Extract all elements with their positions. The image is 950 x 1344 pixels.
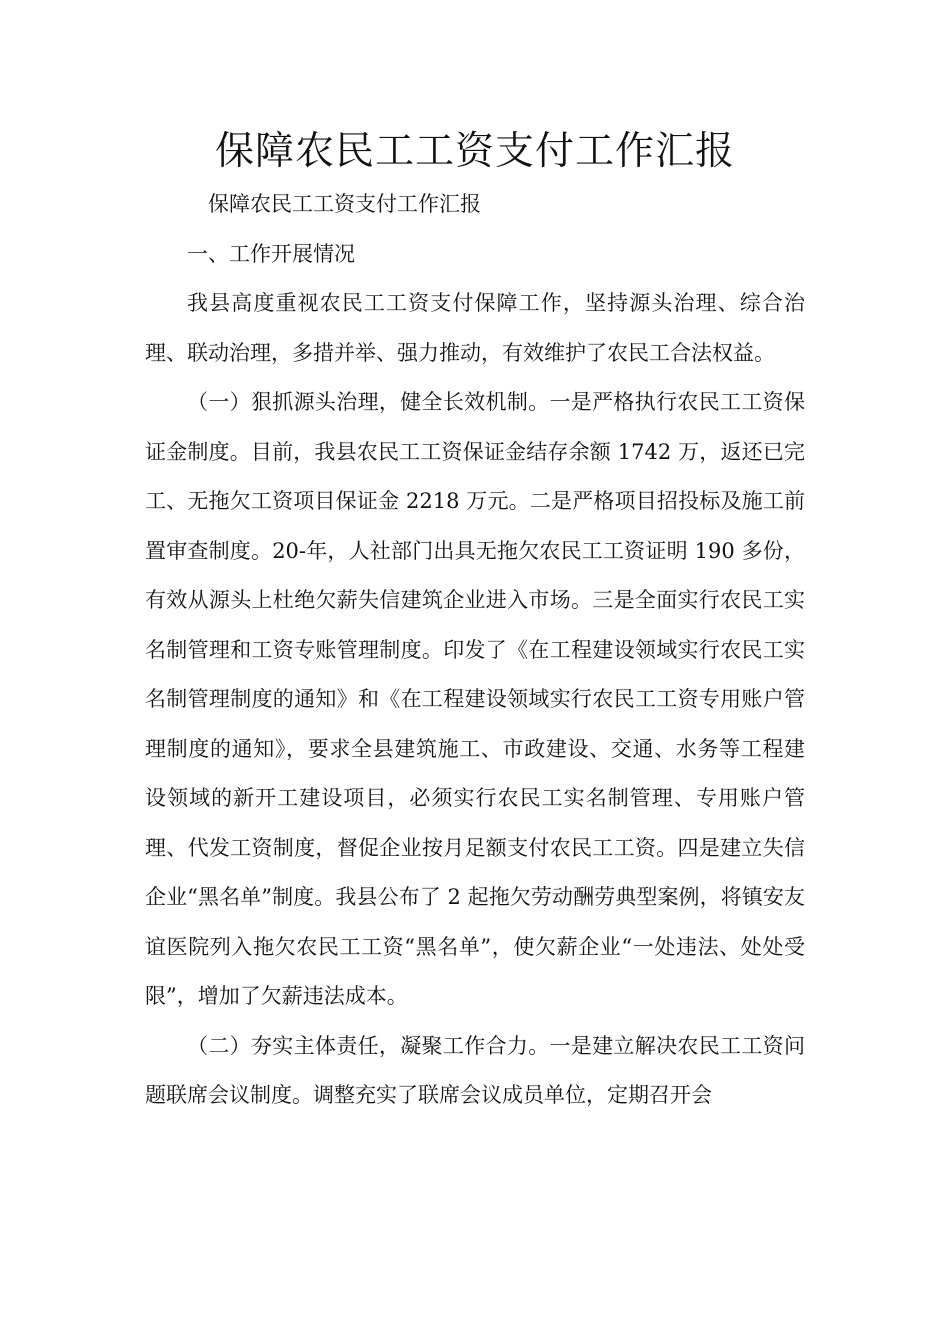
paragraph-main-responsibility: （二）夯实主体责任，凝聚工作合力。一是建立解决农民工工资问题联席会议制度。调整充实了联席会议成员单位，定期召开会 <box>145 1033 805 1107</box>
paragraph-intro: 我县高度重视农民工工资支付保障工作，坚持源头治理、综合治理、联动治理，多措并举、强力推动，有效维护了农民工合法权益。 <box>145 291 805 365</box>
document-subtitle: 保障农民工工资支付工作汇报 <box>208 192 481 216</box>
paragraph-source-governance: （一）狠抓源头治理，健全长效机制。一是严格执行农民工工资保证金制度。目前，我县农民工工资保证金结存余额 1742 万，返还已完工、无拖欠工资项目保证金 2218 万元。二是严格项目招投标及施工前置审查制度。20-年，人社部门出具无拖欠农民工工资证明 190 多份，有效从源头上杜绝欠薪失信建筑企业进入市场。三是全面实行农民工实名制管理和工资专账管理制度。印发了《在工程建设领域实行农民工实名制管理制度的通知》和《在工程建设领域实行农民工工资专用账户管理制度的通知》，要求全县建筑施工、市政建设、交通、水务等工程建设领域的新开工建设项目，必须实行农民工实名制管理、专用账户管理、代发工资制度，督促企业按月足额支付农民工工资。四是建立失信企业“黑名单”制度。我县公布了 2 起拖欠劳动酬劳典型案例，将镇安友谊医院列入拖欠农民工工资“黑名单”，使欠薪企业“一处违法、处处受限”，增加了欠薪违法成本。 <box>145 390 805 1008</box>
document-title: 保障农民工工资支付工作汇报 <box>214 129 735 174</box>
section-heading: 一、工作开展情况 <box>187 241 355 266</box>
document-body <box>145 180 805 1121</box>
